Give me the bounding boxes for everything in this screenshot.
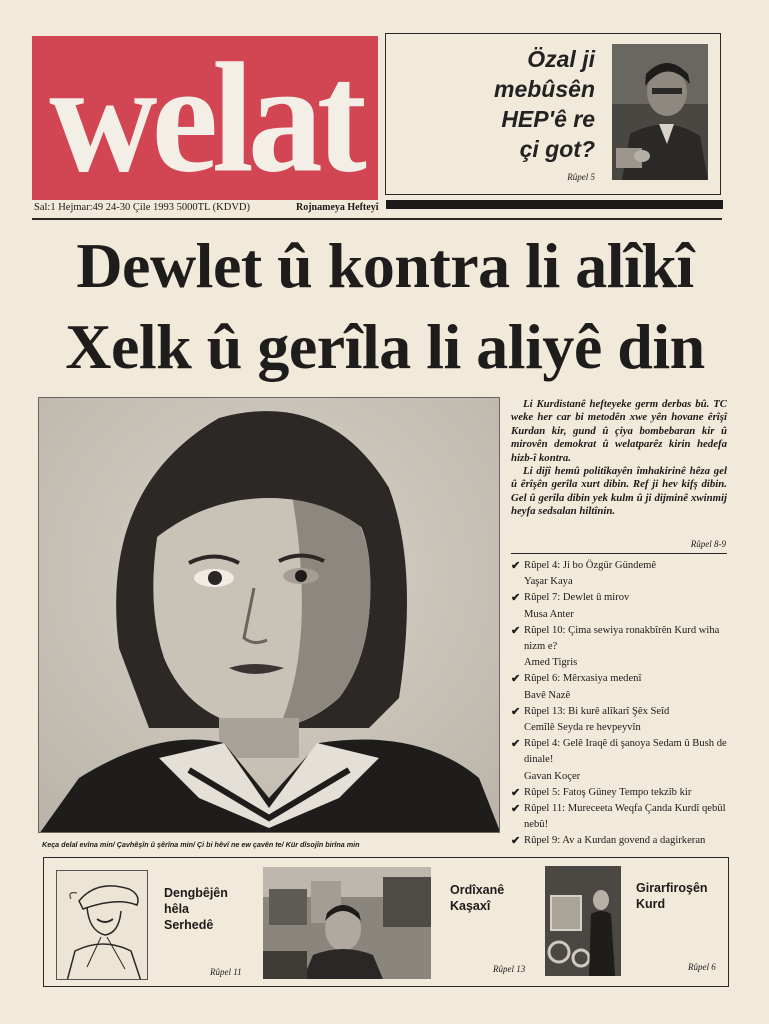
teaser-line: Özal ji bbox=[527, 46, 595, 72]
masthead-black-bar bbox=[386, 200, 723, 209]
contents-item[interactable] bbox=[511, 558, 731, 590]
contents-label: Rûpel 4: Ji bo Özgür Gündemê bbox=[524, 560, 657, 571]
bottom-title-line: Kurd bbox=[636, 897, 666, 911]
contents-author: Musa Anter bbox=[524, 608, 574, 620]
contents-item[interactable] bbox=[511, 623, 731, 672]
bottom-title-line: hêla bbox=[164, 902, 190, 916]
girarfirosh-photo bbox=[545, 866, 621, 976]
contents-item[interactable] bbox=[511, 704, 731, 736]
teaser-line: HEP'ê re bbox=[501, 106, 595, 132]
contents-list bbox=[511, 558, 731, 850]
contents-label: Rûpel 7: Dewlet û mirov bbox=[524, 592, 630, 604]
check-icon: ✔ bbox=[511, 738, 521, 751]
contents-label: Rûpel 10: Çima sewiya ronakbîrên Kurd wiha nizm e? bbox=[524, 624, 720, 653]
teaser-portrait-photo bbox=[612, 44, 708, 180]
check-icon: ✔ bbox=[511, 803, 521, 816]
contents-author: Gavan Koçer bbox=[524, 770, 581, 782]
check-icon: ✔ bbox=[511, 592, 521, 605]
contents-item[interactable] bbox=[511, 801, 731, 833]
main-portrait-photo bbox=[38, 397, 500, 833]
contents-label: Rûpel 6: Mêrxasiya medenî bbox=[524, 673, 642, 685]
bottom-title-line: Kaşaxî bbox=[450, 899, 491, 913]
contents-item[interactable] bbox=[511, 785, 731, 801]
check-icon: ✔ bbox=[511, 624, 521, 637]
masthead-tagline: Rojnameya Hefteyî bbox=[296, 202, 379, 213]
bottom-item-title[interactable] bbox=[450, 882, 540, 914]
bottom-item-page: Rûpel 13 bbox=[493, 964, 526, 974]
bottom-title-line: Girarfiroşên bbox=[636, 881, 708, 895]
lead-divider bbox=[511, 553, 727, 554]
teaser-line: çi got? bbox=[519, 136, 595, 162]
teaser-headline[interactable] bbox=[440, 44, 595, 164]
check-icon: ✔ bbox=[511, 835, 521, 848]
contents-item[interactable] bbox=[511, 590, 731, 622]
bottom-item-page: Rûpel 6 bbox=[688, 962, 716, 972]
bottom-item-title[interactable] bbox=[164, 885, 254, 933]
bottom-title-line: Dengbêjên bbox=[164, 886, 228, 900]
bottom-title-line: Ordîxanê bbox=[450, 883, 505, 897]
check-icon: ✔ bbox=[511, 705, 521, 718]
lead-paragraph: Li dijî hemû politîkayên îmhakirinê hêza gel û êrîşên gerîla xurt dibin. Ref ji hev kifş dibin. Gel û gerîla dibin yek kulm û ji dijminê xwinmij heyfa sedsalan hiltînin. bbox=[511, 465, 727, 518]
issue-meta: Sal:1 Hejmar:49 24-30 Çile 1993 5000TL (KDVD) bbox=[34, 202, 250, 213]
contents-label: Rûpel 5: Fatoş Güney Tempo tekzîb kir bbox=[524, 786, 692, 798]
kasaxi-photo bbox=[263, 867, 431, 979]
contents-author: Bavê Nazê bbox=[524, 689, 571, 701]
masthead-logo: welat bbox=[49, 30, 361, 206]
contents-author: Cemîlê Seyda re hevpeyvîn bbox=[524, 722, 641, 734]
teaser-line: mebûsên bbox=[494, 76, 595, 102]
check-icon: ✔ bbox=[511, 673, 521, 686]
bottom-item-title[interactable] bbox=[636, 880, 726, 912]
lead-paragraph: Li Kurdistanê hefteyeke germ derbas bû. TC weke her car bi metodên xwe yên hovane êrîşî Kurdan kir, gund û çiya bombebaran kir û mirovên demokrat û welatparêz kirin hedefa hizb-î kontra. bbox=[511, 398, 727, 464]
masthead-divider bbox=[32, 218, 722, 220]
contents-label: Rûpel 11: Mureceeta Weqfa Çanda Kurdî qebûl nebû! bbox=[524, 803, 726, 831]
check-icon: ✔ bbox=[511, 560, 521, 572]
contents-author: Amed Tigris bbox=[524, 657, 578, 669]
photo-caption: Keça delal evîna min/ Çavhêşîn û şêrîna min/ Çi bi hêvî ne ew çavên te/ Kür dîsojîn birîna min bbox=[42, 840, 360, 849]
contents-item[interactable] bbox=[511, 833, 731, 849]
contents-label: Rûpel 13: Bi kurê alîkarî Şêx Seîd bbox=[524, 705, 670, 717]
lead-page-ref: Rûpel 8-9 bbox=[690, 539, 726, 549]
bottom-item-page: Rûpel 11 bbox=[210, 967, 242, 977]
main-headline-line-1[interactable]: Dewlet û kontra li alîkî bbox=[76, 230, 694, 301]
teaser-page-ref: Rûpel 5 bbox=[567, 172, 595, 182]
contents-item[interactable] bbox=[511, 671, 731, 703]
contents-item[interactable] bbox=[511, 736, 731, 785]
bottom-title-line: Serhedê bbox=[164, 918, 214, 932]
check-icon: ✔ bbox=[511, 786, 521, 799]
lead-article[interactable] bbox=[511, 398, 727, 519]
main-headline-line-2[interactable]: Xelk û gerîla li aliyê din bbox=[65, 311, 705, 382]
contents-author: Yaşar Kaya bbox=[524, 576, 573, 588]
dengbej-drawing bbox=[56, 870, 148, 980]
contents-label: Rûpel 4: Gelê Iraqê di şanoya Sedam û Bush de dinale! bbox=[524, 738, 727, 766]
contents-label: Rûpel 9: Av a Kurdan govend a dagirkeran bbox=[524, 835, 706, 847]
